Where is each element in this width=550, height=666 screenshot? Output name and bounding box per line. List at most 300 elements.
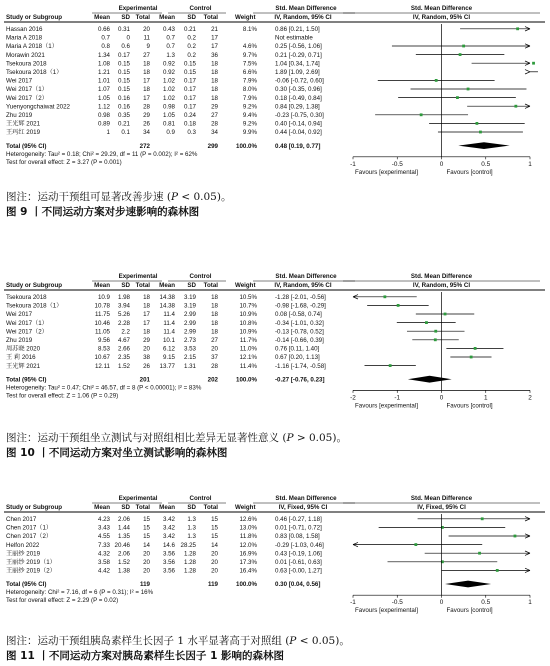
ctl-mean: 0.7 (166, 43, 175, 51)
ctl-sd: 2.99 (183, 319, 196, 327)
header-plot-sub: IV, Fixed, 95% CI (417, 504, 466, 511)
exp-mean: 0.8 (101, 43, 110, 51)
exp-mean: 0.98 (97, 112, 110, 119)
ctl-mean: 0.81 (162, 120, 175, 128)
total-ctl: 299 (207, 142, 218, 150)
study-ci: 0.25 [-0.56, 1.06] (275, 43, 322, 51)
ctl-mean: 1.05 (162, 112, 175, 119)
study-weight: 12.0% (239, 541, 257, 549)
point-estimate (389, 364, 392, 367)
point-estimate (470, 356, 473, 359)
ctl-sd: 28.25 (180, 541, 196, 549)
point-estimate (459, 53, 462, 56)
ctl-mean: 0.92 (162, 69, 175, 76)
exp-sd: 0.15 (117, 77, 130, 85)
study-name: 王光辉 2021 (6, 362, 41, 370)
ctl-mean: 9.15 (162, 354, 175, 362)
point-estimate (478, 552, 481, 555)
point-estimate (444, 313, 447, 316)
study-name: Maria A 2018 (6, 34, 43, 42)
ctl-total: 18 (211, 86, 218, 94)
caption-text: 图注：运动干预组胰岛素样生长因子 1 水平显著高于对照组 ( (6, 635, 290, 647)
total-weight: 100.0% (236, 581, 257, 589)
ctl-total: 18 (211, 294, 218, 301)
header-total-ctl: Total (203, 282, 218, 289)
caption-tail: < 0.05)。 (178, 191, 232, 203)
exp-mean: 3.43 (97, 524, 110, 532)
figure-title-11: 图 11 丨不同运动方案对胰岛素样生长因子 1 影响的森林图 (6, 650, 285, 662)
study-name: Tsekoura 2018 (6, 294, 47, 301)
ctl-mean: 0.98 (162, 103, 175, 111)
study-ci: 1.89 [1.09, 2.69] (275, 69, 320, 76)
study-name: Morawin 2021 (6, 51, 45, 59)
exp-sd: 0.15 (117, 60, 130, 68)
exp-total: 17 (143, 77, 150, 85)
total-weight: 100.0% (236, 142, 257, 150)
ctl-sd: 2.99 (183, 328, 196, 336)
exp-total: 20 (143, 26, 150, 33)
figure-title-10: 图 10 丨不同运动方案对坐立测试影响的森林图 (6, 447, 228, 459)
study-name: 周苏晓 2020 (6, 345, 41, 353)
study-name: Wei 2017（1） (6, 86, 48, 94)
exp-sd: 2.2 (121, 328, 130, 336)
header-mean-exp: Mean (94, 14, 110, 21)
exp-total: 9 (146, 43, 150, 51)
study-weight: 9.2% (242, 103, 257, 111)
study-weight: 10.7% (239, 302, 257, 310)
ctl-total: 18 (211, 77, 218, 85)
total-ctl: 202 (207, 376, 218, 384)
ctl-total: 17 (211, 34, 218, 42)
study-weight: 10.8% (239, 319, 257, 327)
favours-control-label: Favours [control] (446, 607, 493, 615)
study-name: 王玛红 2019 (6, 129, 41, 137)
ctl-sd: 2.99 (183, 311, 196, 319)
ctl-sd: 0.17 (183, 86, 196, 94)
study-ci: -0.29 [-1.03, 0.46] (275, 541, 324, 549)
header-sd-ctl: SD (187, 504, 196, 511)
study-ci: -0.98 [-1.68, -0.29] (275, 302, 326, 310)
exp-mean: 0.66 (97, 26, 110, 33)
study-ci: 0.44 [-0.04, 0.92] (275, 129, 322, 137)
exp-sd: 0.6 (121, 43, 130, 51)
ctl-mean: 0.43 (162, 26, 175, 33)
x-tick-label: -0.5 (391, 160, 403, 168)
ctl-mean: 14.38 (159, 302, 175, 310)
header-experimental: Experimental (118, 5, 158, 12)
point-estimate (467, 88, 470, 91)
ctl-sd: 2.15 (183, 354, 196, 362)
ctl-mean: 11.4 (163, 328, 175, 336)
pooled-diamond (408, 376, 452, 383)
header-ci-sub: IV, Fixed, 95% CI (278, 504, 328, 511)
exp-sd: 0.1 (121, 129, 130, 137)
study-ci: -0.06 [-0.72, 0.60] (275, 77, 324, 85)
header-mean-exp: Mean (94, 282, 110, 289)
header-weight: Weight (235, 504, 256, 511)
exp-sd: 1.98 (117, 294, 130, 301)
ctl-mean: 1.02 (162, 77, 175, 85)
header-smd-right: Std. Mean Difference (410, 5, 473, 12)
ctl-total: 18 (211, 69, 218, 76)
favours-experimental-label: Favours [experimental] (355, 607, 418, 615)
study-weight: 12.1% (239, 354, 257, 362)
ctl-mean: 0.92 (162, 60, 175, 68)
header-total-exp: Total (135, 14, 150, 21)
ctl-sd: 0.17 (183, 103, 196, 111)
study-weight: 16.9% (239, 550, 257, 558)
ctl-mean: 3.42 (162, 524, 175, 532)
study-weight: 13.0% (239, 524, 257, 532)
exp-mean: 1.21 (97, 69, 110, 76)
study-ci: -1.28 [-2.01, -0.56] (275, 294, 326, 301)
ctl-sd: 1.31 (183, 362, 196, 370)
study-ci: 0.46 [-0.27, 1.18] (275, 516, 322, 523)
exp-mean: 7.33 (97, 541, 110, 549)
exp-total: 20 (143, 345, 150, 353)
exp-total: 14 (143, 541, 150, 549)
exp-sd: 0.16 (117, 103, 130, 111)
ctl-total: 18 (211, 319, 218, 327)
study-name: 王丽纱 2019（1） (6, 559, 56, 566)
exp-mean: 12.11 (94, 362, 110, 370)
point-estimate (514, 105, 517, 108)
ctl-mean: 11.4 (163, 311, 175, 319)
exp-total: 29 (143, 337, 150, 344)
point-estimate (414, 543, 417, 546)
ctl-mean: 3.42 (162, 516, 175, 523)
figure-caption-10 (6, 430, 347, 445)
exp-total: 18 (143, 60, 150, 68)
exp-mean: 10.46 (94, 319, 110, 327)
exp-sd: 1.52 (117, 362, 130, 370)
favours-control-label: Favours [control] (446, 168, 493, 176)
ctl-mean: 6.12 (162, 345, 175, 353)
study-weight: 7.5% (242, 60, 257, 68)
ctl-total: 20 (211, 345, 218, 353)
total-exp: 201 (139, 376, 150, 384)
forest-plot-11 (0, 490, 550, 628)
ctl-total: 36 (211, 51, 218, 59)
exp-total: 18 (143, 86, 150, 94)
exp-sd: 2.66 (117, 345, 130, 353)
study-ci: 0.76 [0.11, 1.40] (275, 345, 320, 353)
exp-total: 15 (143, 533, 150, 541)
x-tick-label: 1 (483, 394, 488, 402)
header-smd-right: Std. Mean Difference (410, 273, 473, 280)
study-weight: 9.2% (242, 120, 257, 128)
study-ci: 0.21 [-0.29, 0.71] (275, 51, 322, 59)
study-ci: 0.83 [0.08, 1.58] (275, 533, 320, 541)
exp-total: 20 (143, 567, 150, 575)
point-estimate (435, 79, 438, 82)
ctl-total: 29 (211, 103, 218, 111)
study-name: Wei 2017（1） (6, 319, 48, 327)
study-name: Wei 2017（2） (6, 94, 48, 102)
header-mean-ctl: Mean (159, 282, 175, 289)
caption-text: 图注：运动干预组坐立测试与对照组相比差异无显著性意义 ( (6, 432, 287, 444)
ctl-mean: 1.02 (162, 86, 175, 94)
exp-mean: 4.23 (97, 516, 110, 523)
ctl-sd: 1.28 (183, 559, 196, 566)
ctl-sd: 0.2 (187, 43, 196, 51)
point-estimate (383, 295, 386, 298)
ctl-total: 27 (211, 112, 218, 119)
overall-effect-text: Test for overall effect: Z = 3.27 (P = 0.001) (6, 158, 122, 166)
exp-sd: 0.21 (117, 120, 130, 128)
point-estimate (514, 535, 517, 538)
pooled-diamond (458, 142, 509, 149)
favours-control-label: Favours [control] (446, 402, 493, 410)
header-sd-ctl: SD (187, 282, 196, 289)
exp-mean: 4.42 (97, 567, 110, 575)
ctl-sd: 0.18 (183, 120, 196, 128)
exp-total: 26 (143, 362, 150, 370)
header-smd-right: Std. Mean Difference (410, 495, 473, 502)
ctl-mean: 3.56 (162, 550, 175, 558)
study-weight: 11.0% (239, 345, 257, 353)
exp-mean: 11.75 (94, 311, 110, 319)
header-total-exp: Total (135, 282, 150, 289)
exp-total: 34 (143, 129, 150, 137)
exp-total: 29 (143, 112, 150, 119)
ctl-sd: 3.19 (183, 294, 196, 301)
ctl-mean: 1.02 (162, 94, 175, 102)
study-weight: 7.9% (242, 94, 257, 102)
ctl-sd: 0.3 (187, 129, 196, 137)
exp-sd: 2.28 (117, 319, 130, 327)
figure-caption-9 (6, 189, 231, 204)
x-tick-label: 0 (439, 599, 444, 607)
exp-total: 27 (143, 51, 150, 59)
header-sd-exp: SD (121, 14, 130, 21)
exp-total: 38 (143, 354, 150, 362)
forest-plot-9 (0, 0, 550, 186)
header-experimental: Experimental (118, 495, 158, 502)
ctl-mean: 14.38 (159, 294, 175, 301)
ctl-total: 34 (211, 129, 218, 137)
exp-mean: 4.32 (97, 550, 110, 558)
exp-mean: 3.58 (97, 559, 110, 566)
study-ci: -0.23 [-0.75, 0.30] (275, 112, 324, 119)
exp-mean: 10.67 (94, 354, 110, 362)
total-label: Total (95% CI) (6, 142, 47, 150)
heterogeneity-text: Heterogeneity: Tau² = 0.18; Chi² = 29.29, df = 11 (P = 0.002); I² = 62% (6, 150, 198, 158)
x-tick-label: 1 (528, 599, 532, 607)
study-ci: 0.43 [-0.19, 1.06] (275, 550, 322, 558)
study-name: Chen 2017（2） (6, 533, 53, 541)
study-weight: 10.9% (239, 328, 257, 336)
header-control: Control (189, 273, 212, 280)
ctl-sd: 0.15 (183, 69, 196, 76)
header-experimental: Experimental (118, 273, 158, 280)
exp-mean: 8.53 (97, 345, 110, 353)
study-ci: 0.63 [-0.00, 1.27] (275, 567, 322, 575)
header-plot-sub: IV, Random, 95% CI (412, 14, 471, 21)
ctl-sd: 0.17 (183, 77, 196, 85)
point-estimate (481, 517, 484, 520)
ctl-total: 17 (211, 43, 218, 51)
study-ci: 0.01 [-0.61, 0.63] (275, 559, 322, 566)
exp-sd: 20.46 (114, 541, 130, 549)
ctl-mean: 3.56 (162, 559, 175, 566)
exp-total: 15 (143, 516, 150, 523)
exp-mean: 9.56 (97, 337, 110, 344)
ctl-sd: 1.3 (187, 516, 196, 523)
total-exp: 272 (139, 142, 150, 150)
forest-figure-9 (0, 0, 550, 218)
study-name: Helfon 2022 (6, 541, 40, 549)
study-weight: 8.1% (242, 26, 257, 33)
study-weight: 10.9% (239, 311, 257, 319)
ctl-sd: 3.53 (183, 345, 196, 353)
header-ci-sub: IV, Random, 95% CI (274, 14, 332, 21)
header-mean-ctl: Mean (159, 14, 175, 21)
study-weight: 11.7% (239, 337, 257, 344)
ctl-sd: 0.15 (183, 60, 196, 68)
header-control: Control (189, 5, 212, 12)
header-weight: Weight (235, 14, 256, 21)
study-ci: 0.67 [0.20, 1.13] (275, 354, 320, 362)
exp-sd: 2.06 (117, 516, 130, 523)
total-label: Total (95% CI) (6, 581, 47, 589)
x-tick-label: 0 (439, 160, 444, 168)
x-tick-label: 0.5 (481, 160, 491, 168)
exp-sd: 2.35 (117, 354, 130, 362)
favours-experimental-label: Favours [experimental] (355, 168, 418, 176)
exp-mean: 1.01 (97, 77, 110, 85)
ci-arrow (525, 70, 530, 74)
favours-experimental-label: Favours [experimental] (355, 402, 418, 410)
total-ci: 0.30 [0.04, 0.56] (275, 581, 321, 589)
exp-sd: 0.17 (117, 51, 130, 59)
ctl-mean: 11.4 (163, 319, 175, 327)
study-weight: 8.0% (242, 86, 257, 94)
total-weight: 100.0% (236, 376, 257, 384)
header-smd-left: Std. Mean Difference (275, 495, 337, 502)
exp-mean: 1 (106, 129, 110, 137)
study-ci: -1.16 [-1.74, -0.58] (275, 362, 326, 370)
ctl-total: 14 (211, 541, 218, 549)
ctl-sd: 3.19 (183, 302, 196, 310)
study-name: 王 莉 2016 (6, 354, 36, 362)
ctl-total: 18 (211, 311, 218, 319)
forest-figure-10 (0, 268, 550, 463)
study-ci: 0.30 [-0.35, 0.96] (275, 86, 322, 94)
caption-p: P (286, 432, 294, 444)
point-estimate (532, 62, 535, 65)
point-estimate (434, 330, 437, 333)
ctl-total: 15 (211, 516, 218, 523)
forest-plot-10 (0, 268, 550, 424)
caption-tail: < 0.05)。 (296, 635, 350, 647)
study-name: Zhu 2019 (6, 112, 33, 119)
header-total-ctl: Total (203, 14, 218, 21)
total-ci: 0.48 [0.19, 0.77] (275, 142, 321, 150)
header-mean-exp: Mean (94, 504, 110, 511)
header-sd-ctl: SD (187, 14, 196, 21)
ctl-sd: 0.2 (187, 51, 196, 59)
header-mean-ctl: Mean (159, 504, 175, 511)
ctl-total: 20 (211, 559, 218, 566)
caption-p: P (289, 635, 297, 647)
study-name: Wei 2017 (6, 311, 33, 319)
study-ci: 1.04 [0.34, 1.74] (275, 60, 320, 68)
ctl-total: 28 (211, 362, 218, 370)
exp-sd: 5.26 (117, 311, 130, 319)
ctl-sd: 0.24 (183, 112, 196, 119)
ctl-total: 21 (211, 26, 218, 33)
study-name: 王光辉 2021 (6, 120, 41, 128)
overall-effect-text: Test for overall effect: Z = 1.06 (P = 0.29) (6, 392, 119, 400)
x-tick-label: -1 (394, 394, 401, 402)
exp-mean: 11.05 (94, 328, 110, 336)
study-ci: 0.84 [0.29, 1.38] (275, 103, 320, 111)
x-tick-label: 1 (528, 160, 532, 168)
study-name: Hassan 2016 (6, 26, 43, 33)
ctl-mean: 10.1 (162, 337, 175, 344)
exp-total: 18 (143, 302, 150, 310)
study-ci: Not estimable (275, 34, 313, 42)
study-ci: 0.86 [0.21, 1.50] (275, 26, 320, 33)
point-estimate (496, 569, 499, 572)
exp-mean: 1.07 (97, 86, 110, 94)
study-name: Wei 2017 (6, 77, 33, 85)
exp-sd: 0.15 (117, 86, 130, 94)
study-weight: 9.9% (242, 129, 257, 137)
study-ci: 0.40 [-0.14, 0.94] (275, 120, 322, 128)
exp-total: 17 (143, 319, 150, 327)
ctl-total: 18 (211, 60, 218, 68)
exp-sd: 0.31 (117, 26, 130, 33)
study-name: Maria A 2018（1） (6, 43, 58, 51)
ctl-total: 28 (211, 120, 218, 128)
exp-sd: 1.52 (117, 559, 130, 566)
study-name: Zhu 2019 (6, 337, 33, 344)
study-name: Yuenyongchaiwat 2022 (6, 103, 70, 111)
study-weight: 9.4% (242, 112, 257, 119)
study-ci: 0.18 [-0.49, 0.84] (275, 94, 322, 102)
ctl-total: 37 (211, 354, 218, 362)
ctl-mean: 13.77 (159, 362, 175, 370)
exp-sd: 2.06 (117, 550, 130, 558)
exp-sd: 0 (126, 34, 130, 42)
x-tick-label: -1 (350, 599, 356, 607)
exp-mean: 1.34 (97, 51, 110, 59)
exp-sd: 0.15 (117, 69, 130, 76)
exp-mean: 1.05 (97, 94, 110, 102)
header-plot-sub: IV, Random, 95% CI (412, 282, 471, 289)
x-tick-label: 0 (439, 394, 444, 402)
ctl-sd: 0.21 (183, 26, 196, 33)
header-ci-sub: IV, Random, 95% CI (274, 282, 332, 289)
x-tick-label: 0.5 (481, 599, 491, 607)
study-ci: 0.08 [-0.58, 0.74] (275, 311, 322, 319)
header-sd-exp: SD (121, 282, 130, 289)
ctl-total: 18 (211, 302, 218, 310)
x-tick-label: -2 (350, 394, 356, 402)
exp-total: 18 (143, 69, 150, 76)
study-name: Tsekoura 2018（1） (6, 302, 63, 310)
heterogeneity-text: Heterogeneity: Chi² = 7.16, df = 6 (P = 0.31); I² = 16% (6, 589, 154, 597)
point-estimate (425, 321, 428, 324)
exp-mean: 0.7 (101, 34, 110, 42)
caption-p: P (170, 191, 179, 203)
ctl-total: 27 (211, 337, 218, 344)
exp-total: 26 (143, 120, 150, 128)
study-name: Wei 2017（2） (6, 328, 48, 336)
ctl-total: 20 (211, 567, 218, 575)
